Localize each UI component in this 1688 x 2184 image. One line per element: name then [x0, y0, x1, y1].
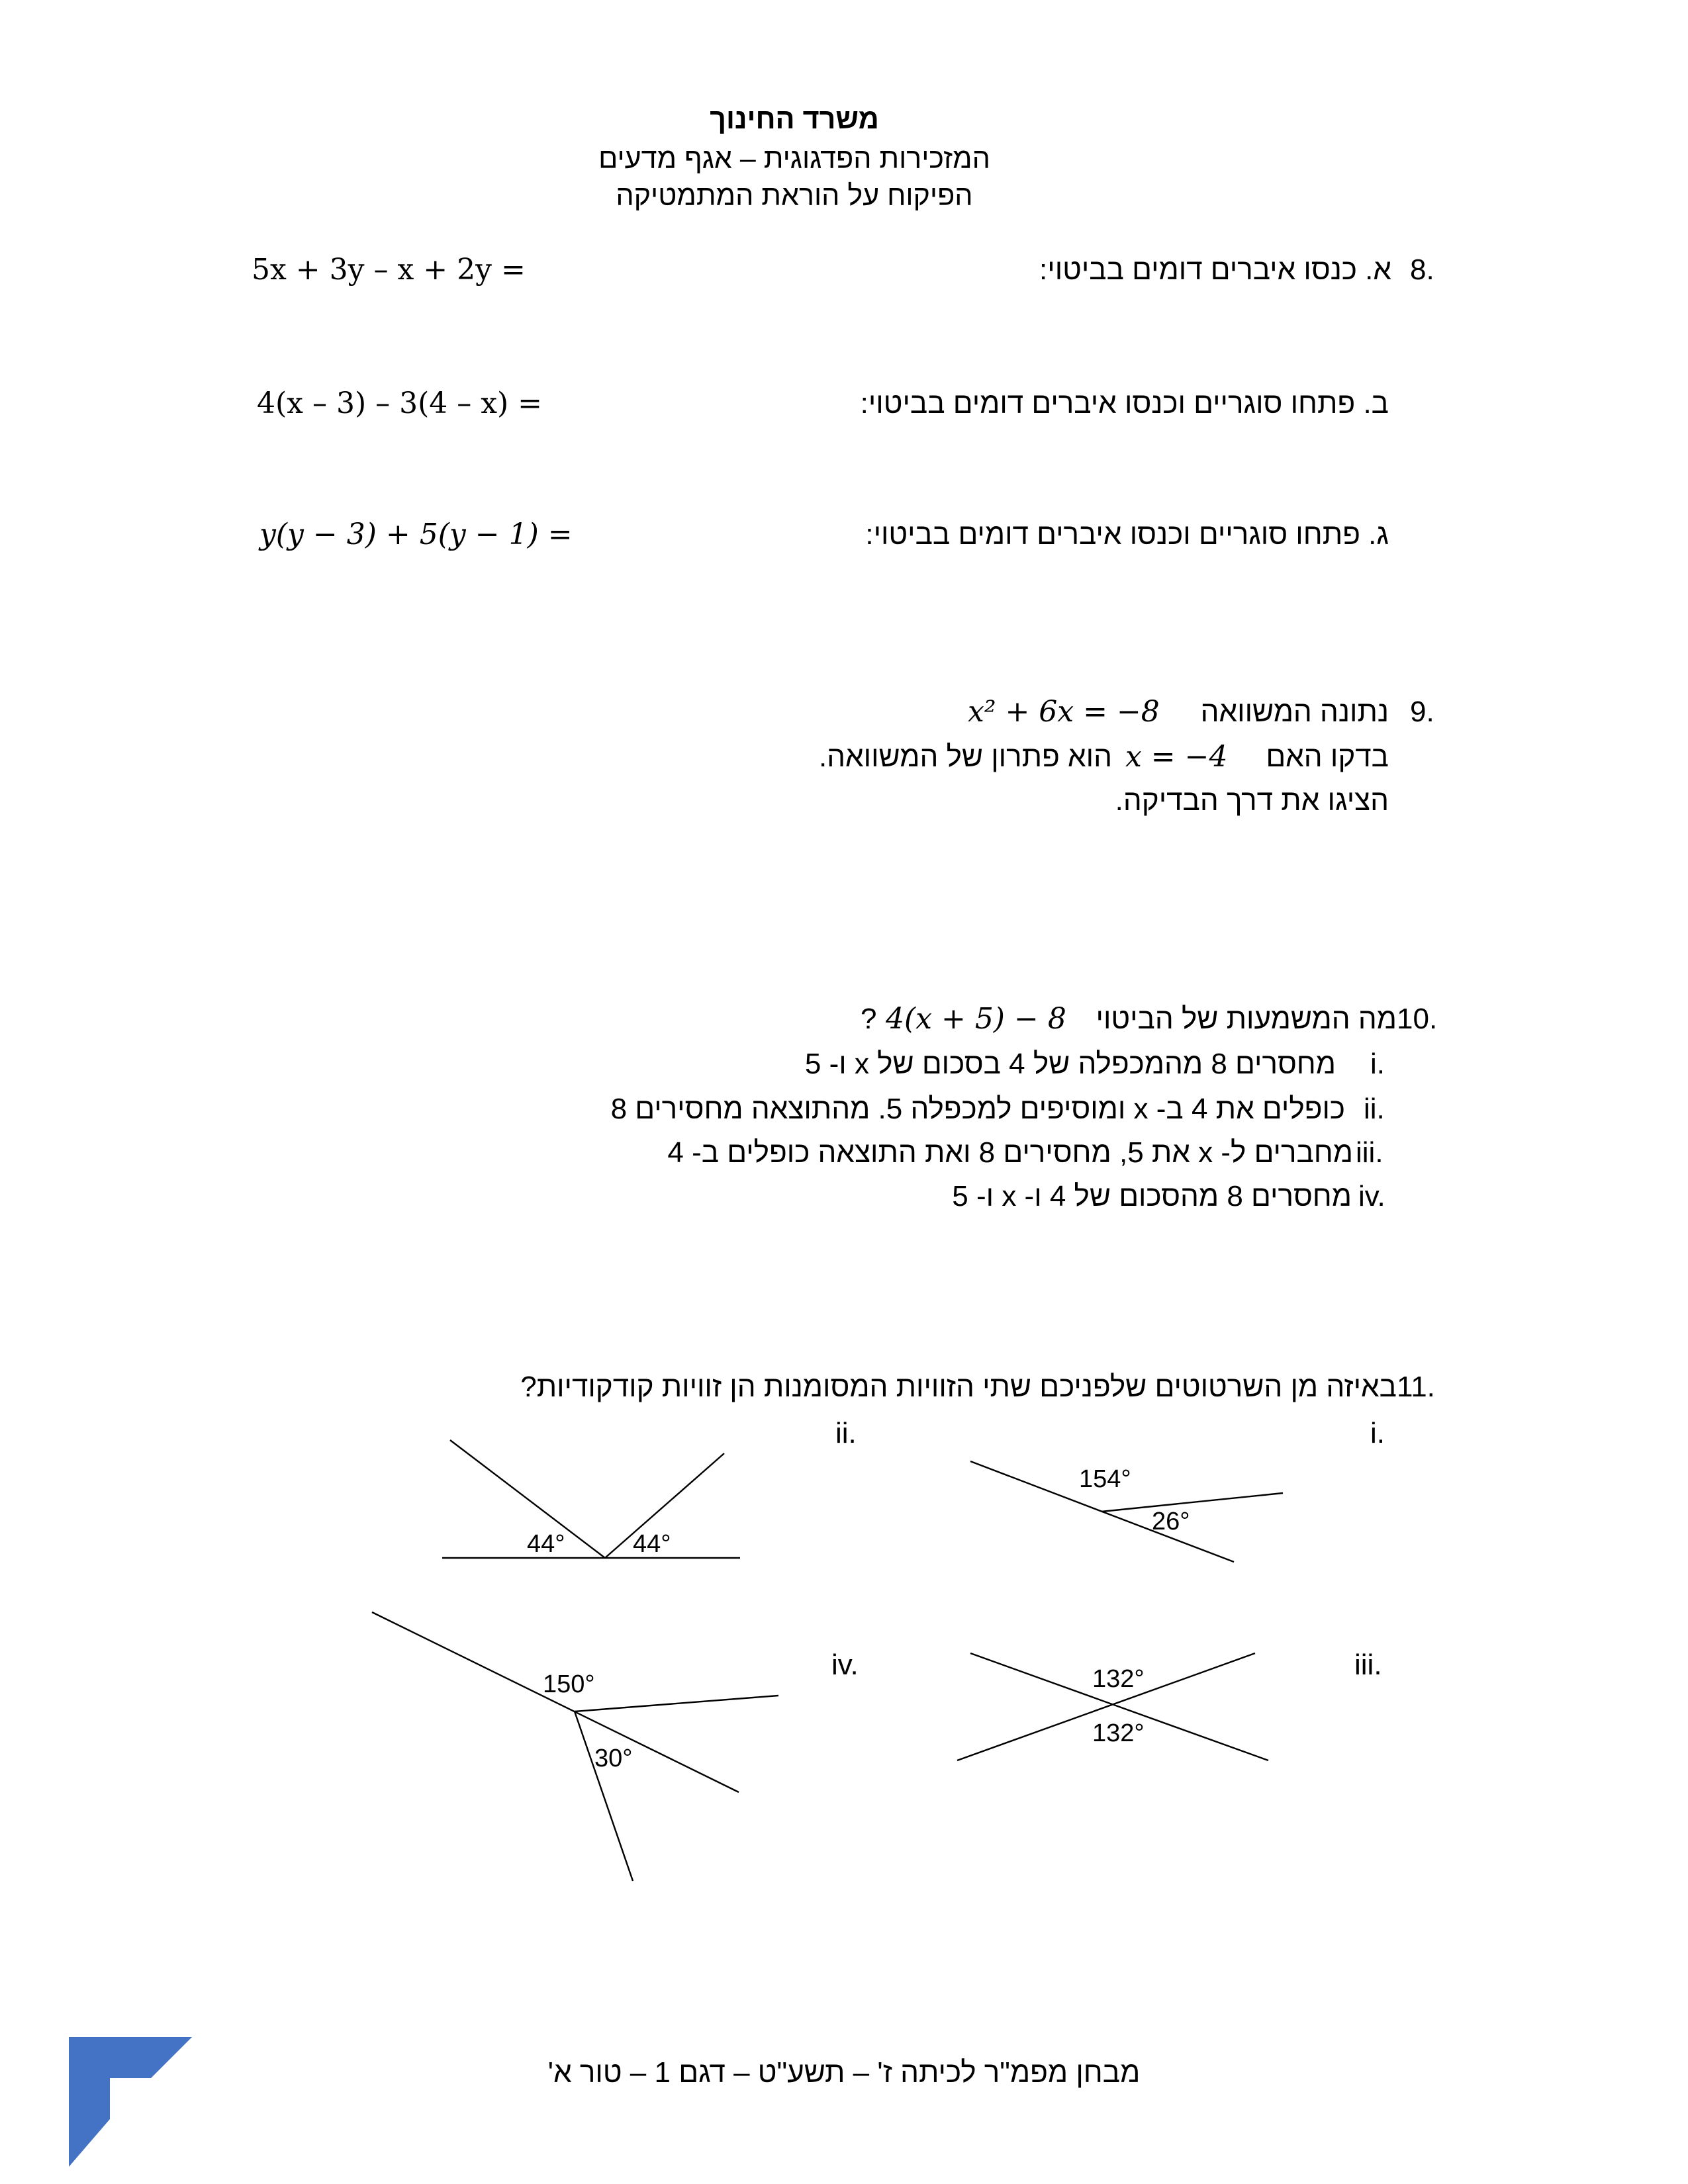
q11-label-iv: iv. — [831, 1649, 859, 1681]
diagram-iv-ray-down — [575, 1711, 633, 1881]
q10-question-text: מה המשמעות של הביטוי — [1096, 1003, 1397, 1035]
q11-question-text: באיזה מן השרטוטים שלפניכם שתי הזוויות המסומנות הן זוויות קודקודיות? — [520, 1371, 1397, 1403]
diagram-ii-angle-right: 44° — [633, 1530, 671, 1558]
q10-option-ii-text: כופלים את 4 ב- x ומוסיפים למכפלה 5. מהתוצאה מחסירים 8 — [610, 1093, 1345, 1125]
diagram-iv — [372, 1612, 778, 1881]
q8-b-expression: 4(x – 3) – 3(4 – x) = — [257, 387, 543, 420]
header-supervision: הפיקוח על הוראת המתמטיקה — [616, 180, 973, 212]
diagram-iv-angle-30: 30° — [594, 1745, 633, 1772]
q9-equation: x² + 6x = −8 — [968, 695, 1160, 729]
diagram-ii — [442, 1440, 740, 1558]
diagram-i-angle-154: 154° — [1079, 1465, 1131, 1493]
header-ministry: משרד החינוך — [710, 103, 879, 135]
q10-expression: 4(x + 5) − 8 — [886, 1002, 1066, 1036]
diagram-i-line-short — [1102, 1493, 1283, 1512]
q9-line2-b: הוא פתרון של המשוואה. — [818, 741, 1112, 773]
q9-line1-text: נתונה המשוואה — [1200, 696, 1389, 728]
diagram-iv-ray-right — [575, 1696, 778, 1711]
q10-option-ii-label: ii. — [1364, 1093, 1385, 1125]
q10-option-iii-label: iii. — [1356, 1136, 1383, 1169]
q11-label-ii: ii. — [835, 1417, 857, 1449]
q9-line3: הציגו את דרך הבדיקה. — [1115, 784, 1389, 817]
diagram-i-angle-26: 26° — [1152, 1508, 1190, 1535]
footer-text: מבחן מפמ"ר לכיתה ז' – תשע"ט – דגם 1 – טור א' — [547, 2056, 1141, 2089]
q10-option-i-label: i. — [1370, 1048, 1385, 1080]
q8-number: 8. — [1410, 253, 1434, 286]
q8-b-text: ב. פתחו סוגריים וכנסו איברים דומים בביטוי: — [860, 387, 1389, 420]
q8-c-text: ג. פתחו סוגריים וכנסו איברים דומים בביטוי: — [865, 518, 1389, 551]
q10-option-i-text: מחסרים 8 מהמכפלה של 4 בסכום של x ו- 5 — [804, 1048, 1336, 1080]
q10-question-mark: ? — [861, 1003, 877, 1035]
q9-check-value: x = −4 — [1125, 740, 1228, 774]
q11-label-i: i. — [1370, 1417, 1385, 1449]
diagram-iii-angle-bottom: 132° — [1092, 1719, 1145, 1747]
diagram-iii-angle-top: 132° — [1092, 1665, 1145, 1693]
q8-c-expression: y(y − 3) + 5(y − 1) = — [259, 518, 573, 551]
q10-option-iii-text: מחברים ל- x את 5, מחסירים 8 ואת התוצאה כופלים ב- 4 — [667, 1136, 1353, 1169]
header-secretariat: המזכירות הפדגוגית – אגף מדעים — [598, 143, 990, 175]
q11-number: 11. — [1397, 1371, 1435, 1403]
q8-a-expression: 5x + 3y – x + 2y = — [252, 253, 526, 287]
diagram-ii-angle-left: 44° — [527, 1530, 565, 1558]
q9-line2-a: בדקו האם — [1266, 741, 1389, 773]
q10-option-iv-label: iv. — [1358, 1180, 1385, 1212]
diagram-iv-angle-150: 150° — [543, 1670, 595, 1698]
q11-label-iii: iii. — [1354, 1649, 1382, 1681]
q9-number: 9. — [1410, 696, 1434, 728]
q8-a-text: א. כנסו איברים דומים בביטוי: — [1039, 253, 1391, 286]
q10-number: 10. — [1397, 1003, 1438, 1035]
q10-option-iv-text: מחסרים 8 מהסכום של 4 ו- x ו- 5 — [952, 1180, 1352, 1212]
